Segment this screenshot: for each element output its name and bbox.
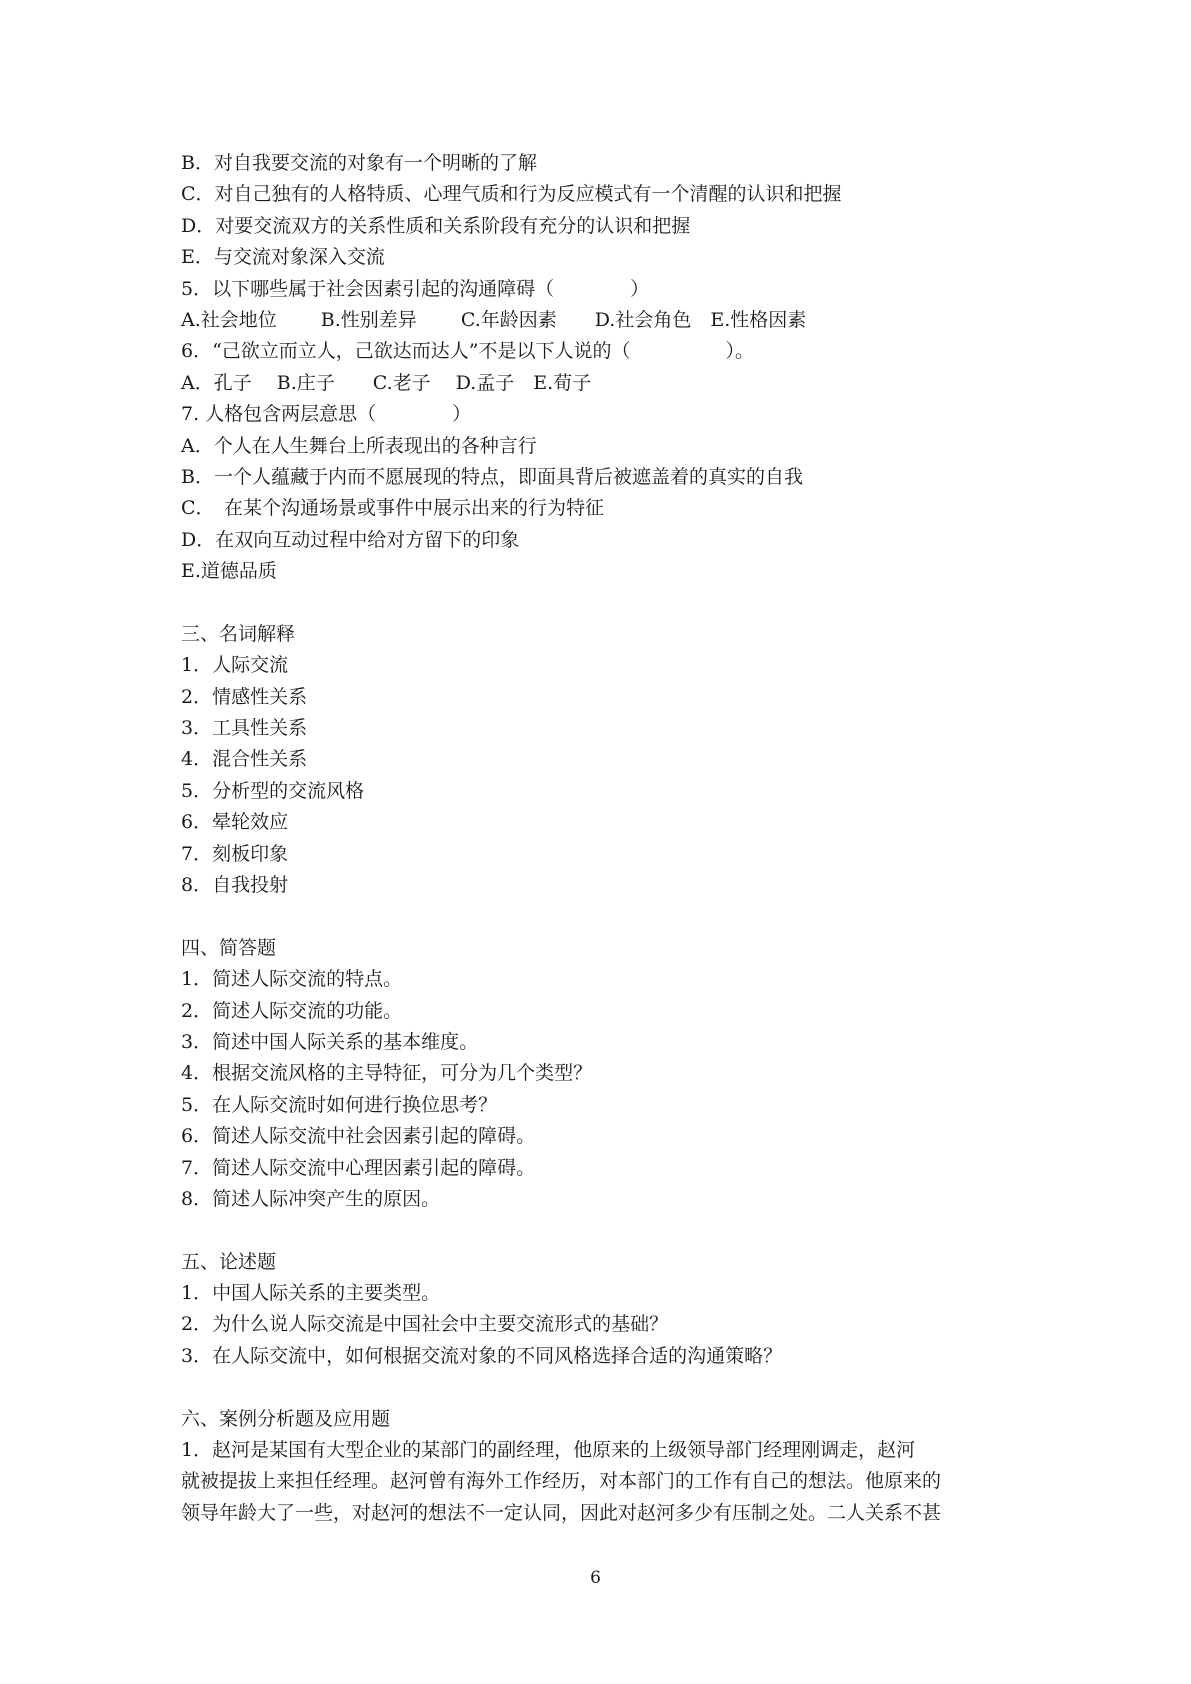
list-item: 8．简述人际冲突产生的原因。: [181, 1187, 441, 1210]
q7-option-d: D．在双向互动过程中给对方留下的印象: [181, 528, 520, 551]
list-item: 4．根据交流风格的主导特征，可分为几个类型？: [181, 1062, 593, 1085]
q6-options: A．孔子 B.庄子 C.老子 D.孟子 E.荀子: [181, 371, 592, 394]
list-item: 8．自我投射: [181, 873, 289, 896]
section-heading: 六、案例分析题及应用题: [181, 1407, 391, 1430]
case-paragraph-line: 就被提拔上来担任经理。赵河曾有海外工作经历，对本部门的工作有自己的想法。他原来的: [181, 1470, 942, 1493]
q4-option-b: B．对自我要交流的对象有一个明晰的了解: [181, 152, 537, 174]
case-paragraph-line: 1．赵河是某国有大型企业的某部门的副经理，他原来的上级领导部门经理刚调走，赵河: [181, 1439, 916, 1462]
spacer: [181, 587, 1041, 618]
q4-option-e: E．与交流对象深入交流: [181, 246, 385, 269]
page-number: 6: [590, 1568, 601, 1588]
list-item: 2．简述人际交流的功能。: [181, 999, 403, 1022]
q4-option-d: D．对要交流双方的关系性质和关系阶段有充分的认识和把握: [181, 214, 691, 237]
list-item: 5．分析型的交流风格: [181, 779, 365, 802]
q7-option-a: A．个人在人生舞台上所表现出的各种言行: [181, 434, 537, 457]
list-item: 4．混合性关系: [181, 748, 308, 771]
section-heading: 五、论述题: [181, 1250, 277, 1273]
list-item: 7．简述人际交流中心理因素引起的障碍。: [181, 1156, 536, 1179]
spacer: [181, 1215, 1041, 1246]
list-item: 7．刻板印象: [181, 842, 289, 865]
q5-options: A.社会地位 B.性别差异 C.年龄因素 D.社会角色 E.性格因素: [181, 308, 807, 331]
list-item: 2．情感性关系: [181, 685, 308, 708]
q7-option-e: E.道德品质: [181, 560, 277, 583]
list-item: 3．工具性关系: [181, 717, 308, 740]
list-item: 6．简述人际交流中社会因素引起的障碍。: [181, 1125, 536, 1148]
list-item: 1．简述人际交流的特点。: [181, 968, 403, 991]
q7-option-c: C． 在某个沟通场景或事件中展示出来的行为特征: [181, 497, 605, 520]
list-item: 3．在人际交流中，如何根据交流对象的不同风格选择合适的沟通策略？: [181, 1344, 783, 1367]
section-heading: 三、名词解释: [181, 622, 296, 645]
list-item: 1．中国人际关系的主要类型。: [181, 1282, 441, 1305]
page-content: [181, 148, 1041, 1529]
q7-stem: 7. 人格包含两层意思（ ）: [181, 403, 472, 426]
q7-option-b: B．一个人蕴藏于内而不愿展现的特点，即面具背后被遮盖着的真实的自我: [181, 465, 803, 488]
q4-option-c: C．对自己独有的人格特质、心理气质和行为反应模式有一个清醒的认识和把握: [181, 183, 842, 206]
list-item: 5．在人际交流时如何进行换位思考？: [181, 1093, 498, 1116]
list-item: 2．为什么说人际交流是中国社会中主要交流形式的基础？: [181, 1313, 669, 1336]
list-item: 6．晕轮效应: [181, 811, 289, 834]
list-item: 1．人际交流: [181, 654, 289, 677]
section-heading: 四、简答题: [181, 936, 277, 959]
q5-stem: 5．以下哪些属于社会因素引起的沟通障碍（ ）: [181, 277, 650, 300]
spacer: [181, 1372, 1041, 1403]
q6-stem: 6．“己欲立而立人，己欲达而达人”不是以下人说的（ ）。: [181, 340, 755, 363]
spacer: [181, 901, 1041, 932]
list-item: 3．简述中国人际关系的基本维度。: [181, 1030, 479, 1053]
case-paragraph-line: 领导年龄大了一些，对赵河的想法不一定认同，因此对赵河多少有压制之处。二人关系不甚: [181, 1501, 942, 1524]
